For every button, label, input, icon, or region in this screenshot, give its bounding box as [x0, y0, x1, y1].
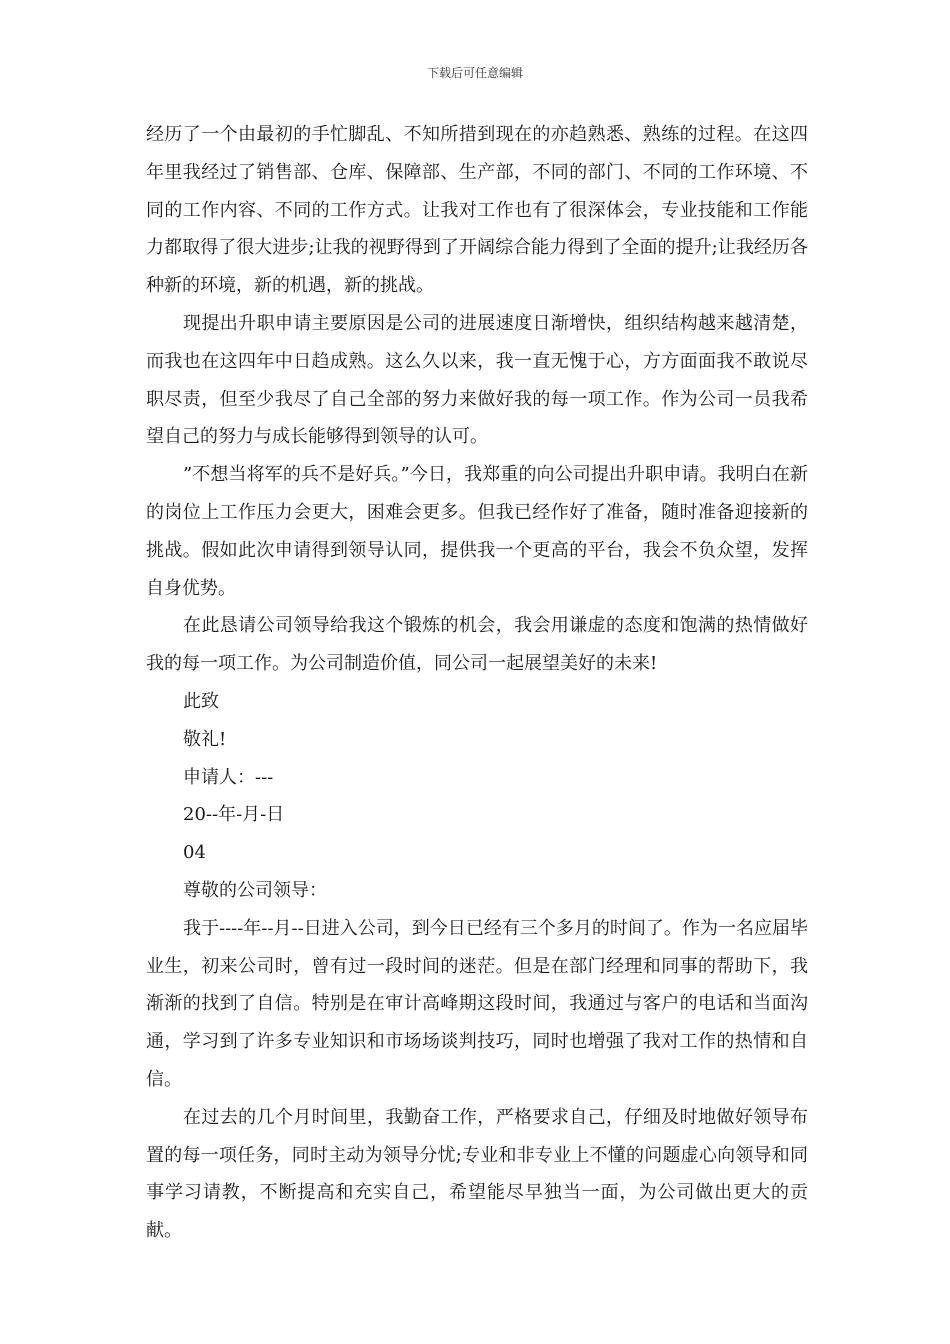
page-header: 下载后可任意编辑 [426, 66, 523, 80]
body-paragraph: ”不想当将军的兵不是好兵。”今日，我郑重的向公司提出升职申请。我明白在新的岗位上工作压力会更大，困难会更多。但我已经作好了准备，随时准备迎接新的挑战。假如此次申请得到领导认同，提供我一个更高的平台，我会不负众望，发挥自身优势。 [146, 464, 808, 599]
date-line: 20--年-月-日 [183, 804, 285, 826]
closing-greeting: 此致 [183, 690, 219, 712]
applicant-line: 申请人：--- [183, 766, 274, 788]
salutation: 尊敬的公司领导： [183, 879, 327, 901]
body-paragraph: 经历了一个由最初的手忙脚乱、不知所措到现在的亦趋熟悉、熟练的过程。在这四年里我经过了销售部、仓库、保障部、生产部，不同的部门、不同的工作环境、不同的工作内容、不同的工作方式。让我对工作也有了很深体会，专业技能和工作能力都取得了很大进步;让我的视野得到了开阔综合能力得到了全面的提升;让我经历各种新的环境，新的机遇，新的挑战。 [146, 124, 808, 297]
body-paragraph: 在过去的几个月时间里，我勤奋工作，严格要求自己，仔细及时地做好领导布置的每一项任务，同时主动为领导分忧;专业和非专业上不懂的问题虚心向领导和同事学习请教，不断提高和充实自己，希望能尽早独当一面，为公司做出更大的贡献。 [146, 1106, 808, 1242]
body-paragraph: 现提出升职申请主要原因是公司的进展速度日渐增快，组织结构越来越清楚，而我也在这四年中日趋成熟。这么久以来，我一直无愧于心，方方面面我不敢说尽职尽责，但至少我尽了自己全部的努力来做好我的每一项工作。作为公司一员我希望自己的努力与成长能够得到领导的认可。 [146, 312, 808, 448]
body-paragraph: 我于----年--月--日进入公司，到今日已经有三个多月的时间了。作为一名应届毕业生，初来公司时，曾有过一段时间的迷茫。但是在部门经理和同事的帮助下，我渐渐的找到了自信。特别是在审计高峰期这段时间，我通过与客户的电话和当面沟通，学习到了许多专业知识和市场场谈判技巧，同时也增强了我对工作的热情和自信。 [146, 917, 808, 1090]
document-body [146, 116, 808, 1250]
closing-salute: 敬礼! [183, 728, 227, 750]
section-number: 04 [183, 842, 206, 864]
body-paragraph: 在此恳请公司领导给我这个锻炼的机会，我会用谦虚的态度和饱满的热情做好我的每一项工作。为公司制造价值，同公司一起展望美好的未来! [146, 615, 808, 675]
